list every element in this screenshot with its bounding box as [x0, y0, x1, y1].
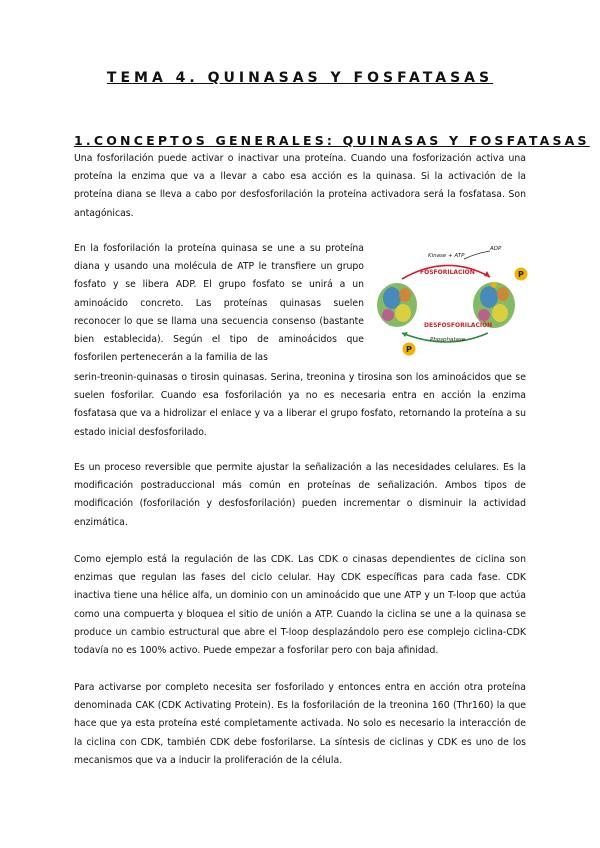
phosphorylation-diagram: [372, 243, 532, 358]
document-title: TEMA 4. QUINASAS Y FOSFATASAS: [106, 70, 494, 86]
label-desfosforilacion: DESFOSFORILACIÓN: [424, 322, 493, 329]
svg-text:P: P: [518, 270, 524, 279]
phosphate-released-icon: [403, 343, 416, 356]
paragraph-intro: Una fosforilación puede activar o inactivar una proteína. Cuando una fosforización activa una proteína la enzima que va a llevar a cabo esa acción es la quinasa. Si la activación de la proteína diana se lleva a cabo por desfosforilación la proteína activadora será la fosfatasa. Son antagónicas.: [74, 153, 526, 219]
label-kinase-atp: Kinase + ATP: [428, 253, 465, 259]
phosphorylation-diagram-svg: [372, 243, 532, 358]
paragraph-cak: Para activarse por completo necesita ser fosforilado y entonces entra en acción otra proteína denominada CAK (CDK Activating Protein). Es la fosforilación de la treonina 160 (Thr160) la que hace que ya esta proteína esté completamente activada. No solo es necesario la interacción de la ciclina con CDK, también CDK debe fosforilarse. La síntesis de ciclinas y CDK es uno de los mecanismos que va a inducir la proliferación de la célula.: [74, 682, 526, 766]
phosphate-icon: [491, 282, 497, 288]
label-adp: ADP: [490, 246, 502, 252]
label-fosforilacion: FOSFORILACIÓN: [420, 269, 475, 276]
section-heading: 1.CONCEPTOS GENERALES: QUINASAS Y FOSFATASAS: [74, 133, 590, 148]
label-phosphatase: Phosphatase: [430, 337, 466, 343]
paragraph-fosforilacion: En la fosforilación la proteína quinasa se une a su proteína diana y usando una molécula de ATP le transfiere un grupo fosfato y se libera ADP. El grupo fosfato se unirá a un aminoácido concreto. Las proteínas quinasas suelen reconocer lo que se llama una secuencia consenso (bastante bien establecida). Según el tipo de aminoácidos que fosforilen pertenecerán a la familia de las: [74, 243, 364, 364]
paragraph-cdk: Como ejemplo está la regulación de las CDK. Las CDK o cinasas dependientes de ciclina son enzimas que regulan las fases del ciclo celular. Hay CDK específicas para cada fase. CDK inactiva tiene una hélice alfa, un dominio con un aminoácido que une ATP y un T-loop que actúa como una compuerta y bloquea el sitio de unión a ATP. Cuando la ciclina se une a la quinasa se produce un cambio estructural que abre el T-loop desplazándolo pero ese complejo ciclina-CDK todavía no es 100% activo. Puede empezar a fosforilar pero con baja afinidad.: [74, 554, 526, 657]
paragraph-reversible: Es un proceso reversible que permite ajustar la señalización a las necesidades celulares. Es la modificación postraduccional más común en proteínas de señalización. Ambos tipos de modificación (fosforilación y desfosforilación) pueden incrementar o disminuir la actividad enzimática.: [74, 462, 526, 528]
paragraph-fosforilacion-continued: serin-treonin-quinasas o tirosin quinasas. Serina, treonina y tirosina son los aminoácidos que se suelen fosforilar. Cuando esa fosforilación ya no es necesaria entra en acción la enzima fosfatasa que va a hidrolizar el enlace y va a liberar el grupo fosfato, retornando la proteína a su estado inicial desfosforilado.: [74, 372, 526, 438]
phosphate-icon: [515, 268, 528, 281]
protein-left-icon: [377, 283, 417, 327]
svg-text:P: P: [406, 345, 412, 354]
